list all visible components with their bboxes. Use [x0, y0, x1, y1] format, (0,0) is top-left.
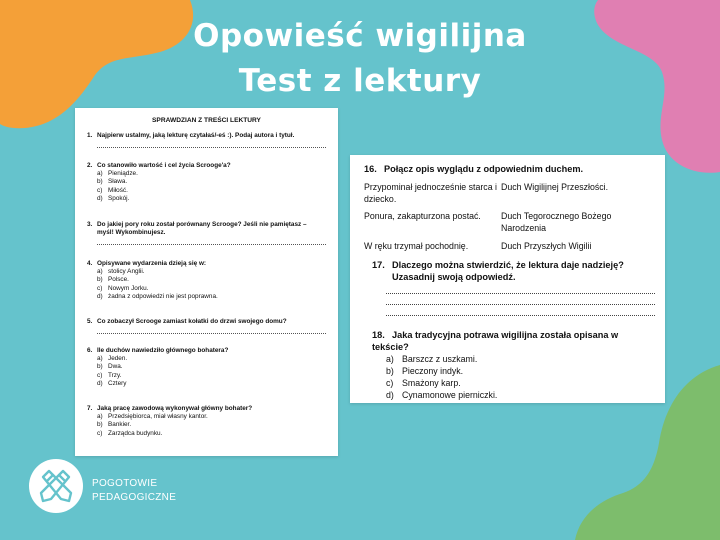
- answer-line[interactable]: [97, 238, 326, 245]
- pencil-cross-icon: [29, 459, 83, 513]
- question-3: 3. Do jakiej pory roku został porównany Scrooge? Jeśli nie pamiętasz – myśl! Wykombinujesz.: [87, 221, 326, 245]
- match-ghost: Duch Tegorocznego Bożego Narodzenia: [501, 211, 612, 233]
- option-b[interactable]: b) Dwa.: [97, 363, 123, 371]
- option-d[interactable]: d) Cztery: [97, 380, 127, 388]
- question-text: Opisywane wydarzenia dzieją się w:: [97, 260, 207, 267]
- question-4: 4. Opisywane wydarzenia dzieją się w: a) stolicy Anglii. b) Polsce. c) Nowym Jorku. d) żadna z odpowiedzi nie jest poprawna.: [87, 260, 326, 302]
- question-17: 17. Dlaczego można stwierdzić, że lektura daje nadzieję? Uzasadnij swoją odpowiedź.: [372, 259, 655, 316]
- worksheet-heading: SPRAWDZIAN Z TREŚCI LEKTURY: [152, 117, 261, 124]
- answer-line[interactable]: [386, 294, 655, 305]
- option-d[interactable]: d) Spokój.: [97, 195, 130, 203]
- answer-line[interactable]: [97, 141, 326, 148]
- option-c[interactable]: c) Smażony karp.: [386, 378, 461, 388]
- brand-name-line2: PEDAGOGICZNE: [92, 492, 177, 503]
- question-text: Połącz opis wyglądu z odpowiednim duchem.: [384, 164, 584, 174]
- question-16: 16. Połącz opis wyglądu z odpowiednim duchem.: [364, 164, 584, 174]
- brand-logo: [29, 459, 83, 513]
- match-ghost: Duch Wigilijnej Przeszłości.: [501, 182, 609, 192]
- option-b[interactable]: b) Bankier.: [97, 421, 132, 429]
- option-a[interactable]: a) Jeden.: [97, 355, 128, 362]
- brand-name-line1: POGOTOWIE: [92, 478, 158, 489]
- question-1: 1. Najpierw ustalmy, jaką lekturę czytałaś/-eś :). Podaj autora i tytuł.: [87, 132, 326, 148]
- question-text: Ile duchów nawiedziło głównego bohatera?: [97, 347, 229, 354]
- option-c[interactable]: c) Nowym Jorku.: [97, 284, 149, 292]
- question-7: 7. Jaką pracę zawodową wykonywał główny bohater? a) Przedsiębiorca, miał własny kantor. b) Bankier. c) Zarządca budynku.: [87, 405, 326, 438]
- question-text: Co zobaczył Scrooge zamiast kołatki do drzwi swojego domu?: [97, 318, 287, 325]
- option-c[interactable]: c) Miłość.: [97, 186, 128, 194]
- question-text: Do jakiej pory roku został porównany Scrooge? Jeśli nie pamiętasz – myśl! Wykombinujesz.: [97, 221, 307, 236]
- question-18: 18. Jaka tradycyjna potrawa wigilijna została opisana w tekście? a) Barszcz z uszkami. b) Pieczony indyk. c) Smażony karp. d) Cynamonowe pierniczki.: [372, 329, 655, 401]
- option-a[interactable]: a) Barszcz z uszkami.: [386, 354, 478, 364]
- page-subtitle: Test z lektury: [238, 63, 482, 99]
- option-a[interactable]: a) Przedsiębiorca, miał własny kantor.: [97, 413, 208, 420]
- match-row-1[interactable]: [364, 181, 655, 207]
- worksheet-page-1: [75, 108, 338, 456]
- option-d[interactable]: d) żadna z odpowiedzi nie jest poprawna.: [97, 293, 218, 301]
- match-row-3[interactable]: [364, 240, 655, 254]
- option-d[interactable]: d) Cynamonowe pierniczki.: [386, 390, 498, 400]
- question-text: Najpierw ustalmy, jaką lekturę czytałaś/-eś :). Podaj autora i tytuł.: [97, 132, 295, 139]
- question-2: 2. Co stanowiło wartość i cel życia Scrooge'a? a) Pieniądze. b) Sława. c) Miłość. d) Spokój.: [87, 162, 326, 204]
- option-b[interactable]: b) Pieczony indyk.: [386, 366, 464, 376]
- question-6: 6. Ile duchów nawiedziło głównego bohatera? a) Jeden. b) Dwa. c) Trzy. d) Cztery: [87, 347, 326, 389]
- worksheet-page-2: [350, 155, 665, 403]
- answer-line[interactable]: [386, 283, 655, 294]
- page-title: Opowieść wigilijna: [193, 18, 527, 54]
- question-text: Jaką pracę zawodową wykonywał główny bohater?: [97, 405, 253, 412]
- option-b[interactable]: b) Sława.: [97, 178, 128, 186]
- match-description: Ponura, zakapturzona postać.: [364, 211, 481, 221]
- answer-line[interactable]: [386, 305, 655, 316]
- question-text: Jaka tradycyjna potrawa wigilijna została opisana w tekście?: [372, 330, 619, 352]
- match-row-2[interactable]: [364, 210, 655, 236]
- option-a[interactable]: a) stolicy Anglii.: [97, 268, 145, 275]
- option-c[interactable]: c) Trzy.: [97, 371, 122, 379]
- option-a[interactable]: a) Pieniądze.: [97, 170, 138, 177]
- option-c[interactable]: c) Zarządca budynku.: [97, 429, 163, 437]
- question-text: Co stanowiło wartość i cel życia Scrooge'a?: [97, 162, 231, 169]
- question-5: 5. Co zobaczył Scrooge zamiast kołatki do drzwi swojego domu?: [87, 318, 326, 334]
- match-description: Przypominał jednocześnie starca i dziecko.: [364, 182, 497, 204]
- question-text: Dlaczego można stwierdzić, że lektura daje nadzieję? Uzasadnij swoją odpowiedź.: [392, 260, 624, 282]
- answer-line[interactable]: [97, 327, 326, 334]
- match-description: W ręku trzymał pochodnię.: [364, 241, 469, 251]
- option-b[interactable]: b) Polsce.: [97, 276, 129, 284]
- match-ghost: Duch Przyszłych Wigilii: [501, 241, 592, 251]
